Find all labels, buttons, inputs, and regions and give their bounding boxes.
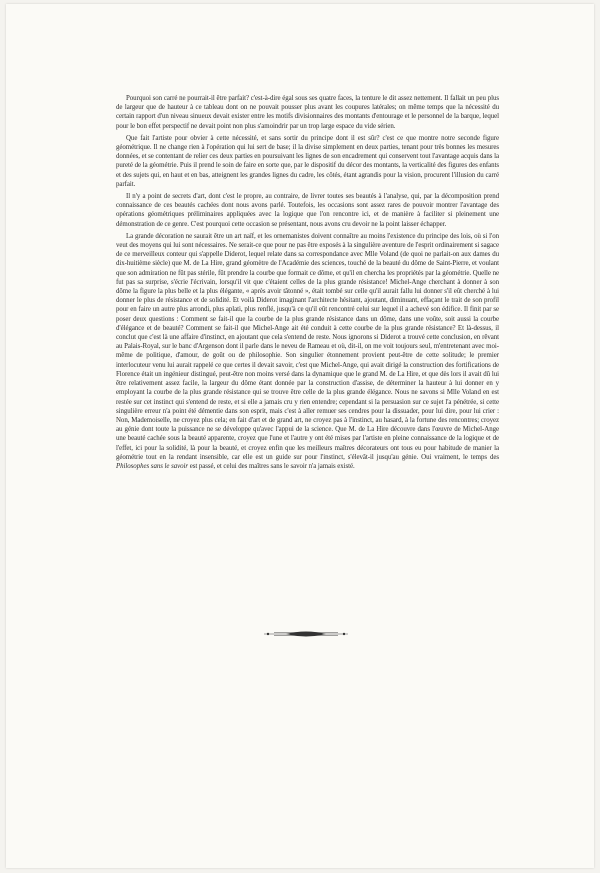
paragraph-4-text: La grande décoration ne saurait être un art naïf, et les ornemanistes doivent connaître au moins l'existence du principe des lois, où si l'on veut des moyens qui lui sont nécessaires. Ne serait-ce que pour ne pas être exposés à la singulière aventure de l'esprit ordinairement si sagace de ce merveilleux conteur qui s'appelle Diderot, lequel relate dans sa correspondance avec Mlle Voland (de quoi ne parlait-on aux dames du dix-huitième siècle) que M. de La Hire, grand géomètre de l'Académie des sciences, touché de la beauté du dôme de Saint-Pierre, et voulant que son admiration ne fût pas stérile, fût prendre la courbe que formait ce dôme, et qu'il en chercha les propriétés par la géométrie. Quelle ne fut pas sa surprise, s'écrie l'écrivain, lorsqu'il vit que c'étaient celles de la plus grande résistance! Michel-Ange cherchant à donner à son dôme la figure la plus belle et la plus élégante, « après avoir tâtonné », était tombé sur celle qu'il aurait fallu lui donner s'il eût cherché à lui donner le plus de résistance et de solidité. Et voilà Diderot imaginant l'architecte hésitant, ajoutant, diminuant, effaçant le trait de son profil pour en faire un autre plus arrondi, plus aplati, plus renflé, jusqu'à ce qu'il eût rencontré celui sur lequel il a achevé son édifice. Il finit par se poser deux questions : Comment se fait-il que la courbe de la plus grande résistance dans un dôme, dans une voûte, soit aussi la courbe d'élégance et de beauté? Comment se fait-il que Michel-Ange ait été conduit à cette courbe de la plus grande résistance? Et là-dessus, il conclut que c'est là une affaire d'instinct, en ajoutant que cela s'entend de reste. Nous ignorons si Diderot a trouvé cette conclusion, en rêvant au Palais-Royal, sur le banc d'Argenson dont il parle dans le neveu de Rameau et où, dit-il, on me voit toujours seul, m'entretenant avec moi-même de politique, d'amour, de goût ou de philosophie. Son singulier étonnement provient peut-être de cette solitude; le premier interlocuteur venu lui aurait rappelé ce que certes il devait savoir, c'est que Michel-Ange, qui avait dirigé la construction des fortifications de Florence était un ingénieur distingué, peut-être non moins versé dans la dynamique que le grand M. de La Hire, et que dès lors il avait dû lui être relativement assez facile, la largeur du dôme étant donnée par la construction d'assise, de déterminer la hauteur à lui donner en y employant la courbe de la plus grande résistance qui se trouve être celle de la plus grande élégance. Nous ne savons si Mlle Voland en est restée sur cet instinct qui s'entend de reste, et si elle a jamais cru y rien entendre; cependant si la persuasion sur ce sujet l'a pénétrée, si cette singulière erreur n'a point été démentie dans son esprit, mais c'est à aller remuer ses cendres pour la dissuader, pour lui dire, pour lui crier : Non, Mademoiselle, ne croyez plus cela; en fait d'art et de grand art, ne croyez pas à l'instinct, au hasard, à la fortune des rencontres; croyez au génie dont toute la puissance ne se développe qu'avec l'appui de la science. Que M. de La Hire découvre dans l'œuvre de Michel-Ange une beauté cachée sous la beauté apparente, croyez que l'une et l'autre y ont été mises par l'artiste en pleine connaissance de la logique et de l'effet, ici pour la solidité, là pour la beauté, et croyez enfin que les meilleurs maîtres décorateurs ont tous eu pour habitude de manier la géométrie tout en la rendant insensible, car elle est un guide sur pour l'instinct, s'élevât-il jusqu'au génie. Oui vraiment, le temps des [116,232,499,461]
paragraph-4 [116,232,499,471]
paragraph-4-end: est passé, et celui des maîtres sans le savoir n'a jamais existé. [188,462,355,470]
body-text [116,94,499,474]
italic-title: Philosophes sans le savoir [116,462,189,470]
document-page [6,4,594,868]
paragraph-3: Il n'y a point de secrets d'art, dont c'est le propre, au contraire, de livrer toutes ses beautés à l'analyse, qui, par la décomposition prend connaissance de ces beautés cachées dont nous avons parlé. Toutefois, les occasions sont assez rares de pouvoir montrer l'avantage des opérations géométriques préliminaires appliquées avec la logique que l'on rencontre ici, et de manière à faciliter si pleinement une démonstration de ce genre. C'est pourquoi cette occasion se présentant, nous avons cru devoir ne la point laisser échapper. [116,193,499,228]
paragraph-1: Pourquoi son carré ne pourrait-il être parfait? c'est-à-dire égal sous ses quatre faces, la tenture le dit assez nettement. Il fallait un peu plus de largeur que de hauteur à ce tableau dont on ne pouvait pousser plus avant les coupures latérales; on même temps que la nécessité du certain rapport d'un niveau sinueux devait exister entre les motifs divisionnaires des montants d'entourage et le personnel de la barque, lequel pour le bon effet perspectif ne devait point non plus s'amoindrir par un trop large espace du vide sérien. [116,95,499,130]
paragraph-2: Que fait l'artiste pour obvier à cette nécessité, et sans sortir du principe dont il est sûr? c'est ce que montre notre seconde figure géométrique. Il ne change rien à l'opération qui lui sert de base; il la divise simplement en deux parties, tenant pour très bonnes les mesures données, et se contentant de relier ces deux parties en poursuivant les lignes de son encadrement qui conservent tout l'avantage acquis dans la pureté de la géométrie. Puis il prend le soin de faire en sorte que, par le dispositif du décor des montants, la verticalité des figures des enfants et des sujets qui, en haut et en bas, atteignent les grandes lignes du cadre, les côtés, étant agrandis pour la vision, procurent l'illusion du carré parfait. [116,134,499,188]
tail-piece-ornament [264,630,348,638]
